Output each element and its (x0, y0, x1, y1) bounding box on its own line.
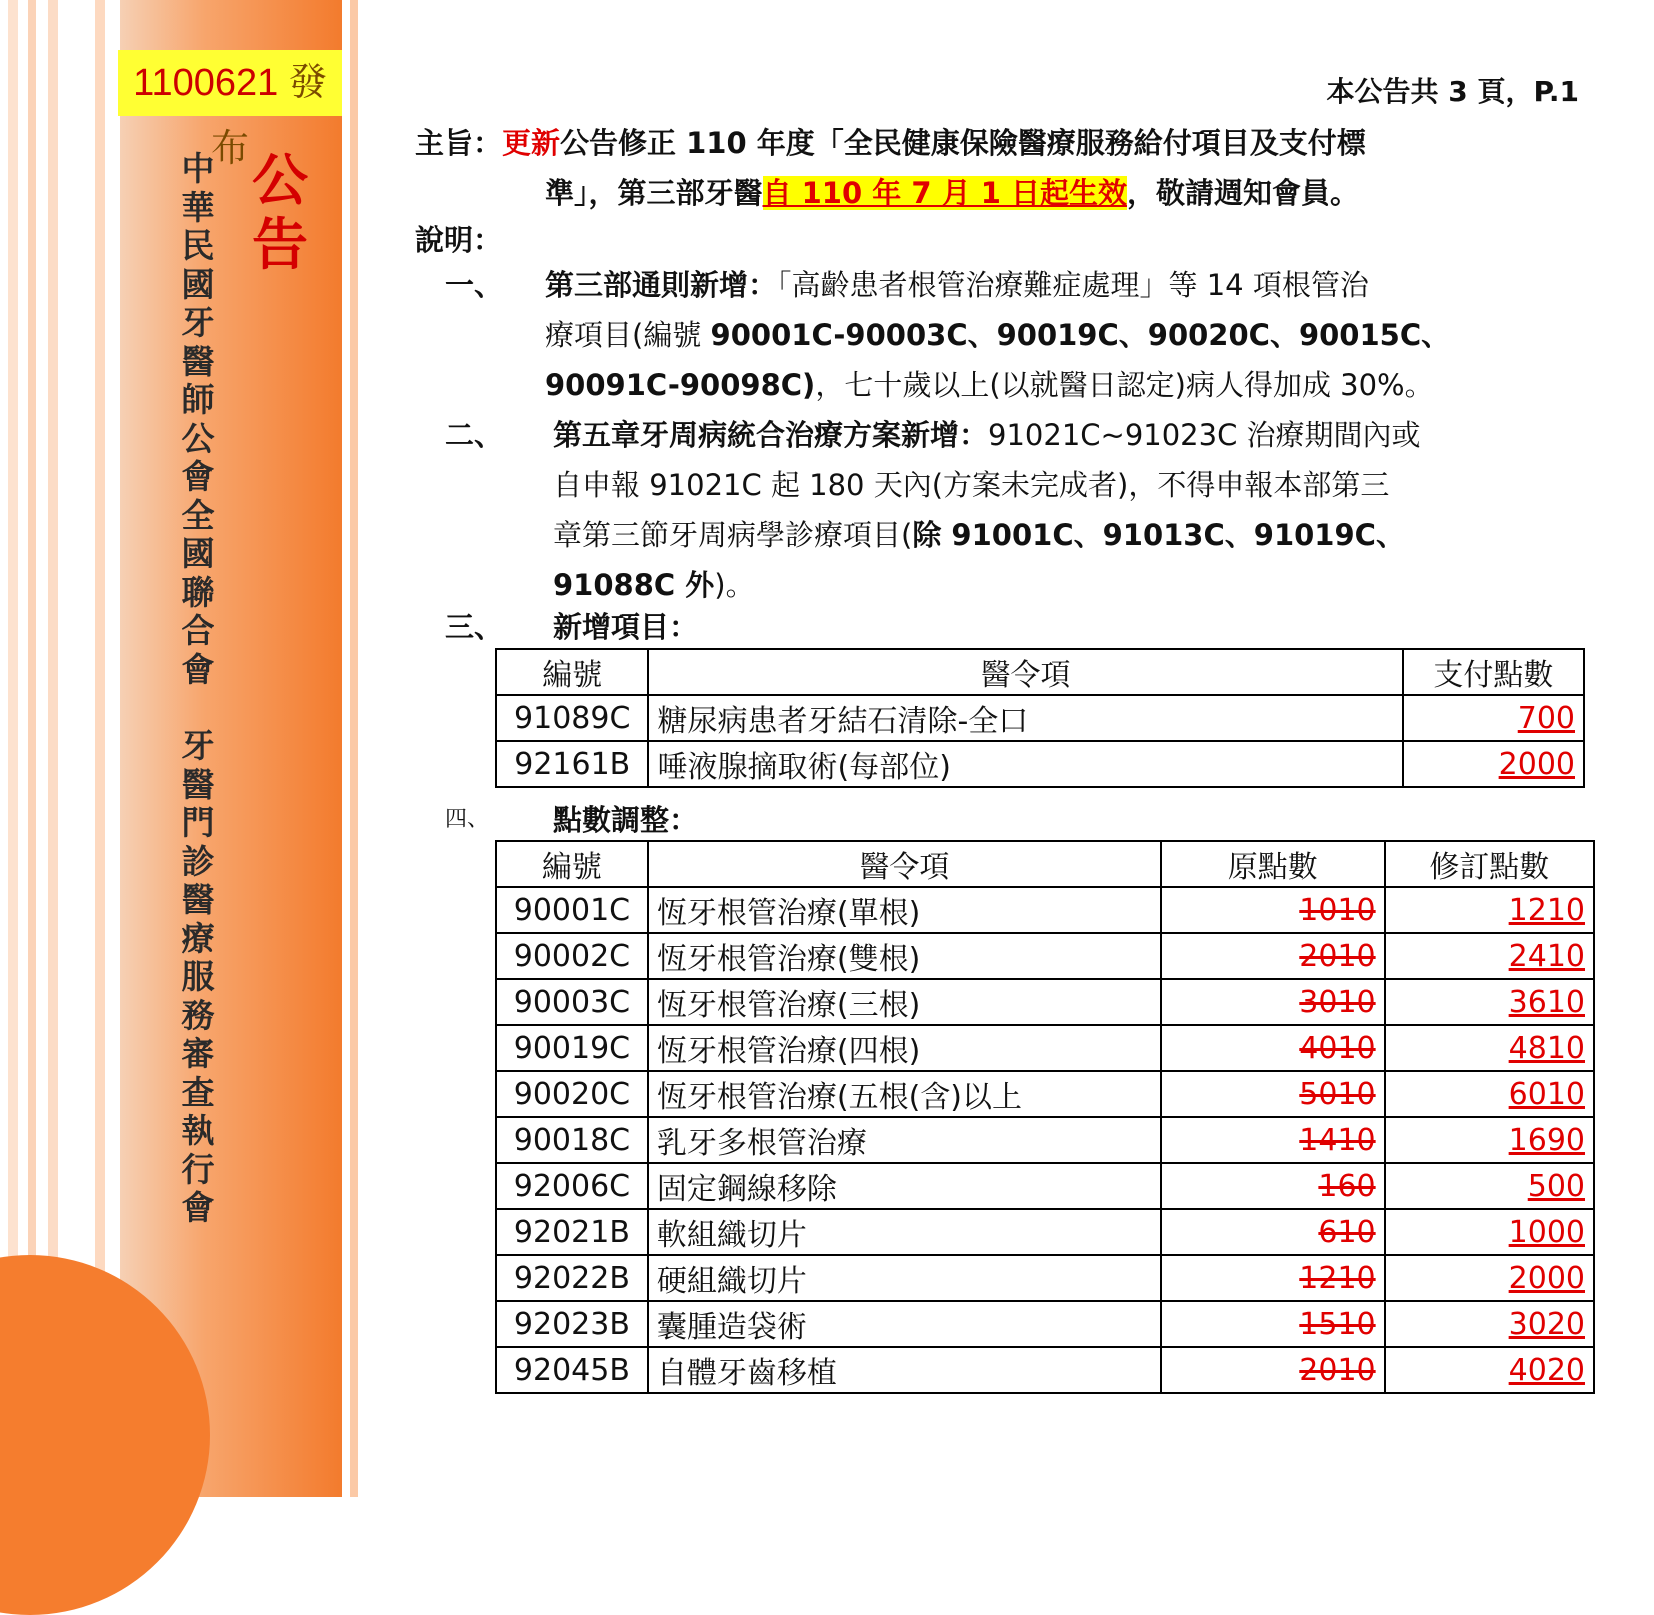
item-text: 療項目(編號 (545, 318, 711, 352)
vertical-char: 聯 (181, 572, 215, 612)
original-points: 2010 (1161, 1347, 1385, 1393)
item-text: 自申報 91021C 起 180 天內(方案未完成者)，不得申報本部第三 (553, 468, 1390, 502)
item-code: 90018C (496, 1117, 648, 1163)
revised-points: 4810 (1385, 1025, 1594, 1071)
vertical-char: 師 (181, 380, 215, 419)
vertical-char: 牙 (181, 303, 215, 342)
table-row (496, 1301, 1594, 1347)
vertical-char: 民 (181, 226, 215, 265)
vertical-char: 會 (181, 1188, 215, 1227)
publish-number: 1100621 (133, 62, 279, 104)
publish-label: 發布 (210, 62, 327, 170)
revised-points: 3610 (1385, 979, 1594, 1025)
revised-points: 4020 (1385, 1347, 1594, 1393)
column-header: 原點數 (1161, 841, 1385, 887)
item-name: 恆牙根管治療(四根) (648, 1025, 1161, 1071)
item-name: 硬組織切片 (648, 1255, 1161, 1301)
effective-date: 自 110 年 7 月 1 日起生效 (762, 176, 1127, 210)
notice-title (250, 150, 310, 278)
vertical-char: 國 (181, 534, 215, 573)
item-heading: 第五章牙周病統合治療方案新增： (553, 418, 989, 452)
new-items-table (495, 648, 1585, 788)
vertical-char: 診 (181, 841, 215, 881)
item-text: )。 (714, 568, 755, 602)
item-code: 90002C (496, 933, 648, 979)
table-row (496, 1209, 1594, 1255)
item-number: 一、 (445, 268, 504, 302)
vertical-char: 門 (181, 803, 215, 842)
vertical-char: 醫 (181, 880, 215, 919)
table-row (496, 1025, 1594, 1071)
subject-update: 更新 (502, 126, 561, 160)
description-label: 說明： (415, 223, 503, 257)
vertical-char: 療 (181, 918, 215, 958)
vertical-char: 醫 (181, 341, 215, 381)
revised-points: 6010 (1385, 1071, 1594, 1117)
original-points: 610 (1161, 1209, 1385, 1255)
item-code: 90001C (496, 887, 648, 933)
revised-points: 500 (1385, 1163, 1594, 1209)
decor-stripe (350, 0, 358, 1497)
page-info: 本公告共 3 頁，P.1 (1326, 75, 1579, 108)
vertical-char: 會 (181, 649, 215, 689)
column-header: 修訂點數 (1385, 841, 1594, 887)
item-codes: 91088C 外 (553, 568, 715, 602)
item-codes: 90001C-90003C、90019C、90020C、90015C、 (710, 318, 1451, 352)
table-row (496, 1071, 1594, 1117)
item-name: 乳牙多根管治療 (648, 1117, 1161, 1163)
subject-text-2: 準」，第三部牙醫 (545, 176, 763, 210)
vertical-char: 華 (181, 187, 215, 227)
table-row (496, 1347, 1594, 1393)
subject-text: 公告修正 110 年度「全民健康保險醫療服務給付項目及支付標 (560, 126, 1366, 160)
item-text: 章第三節牙周病學診療項目( (553, 518, 913, 552)
item-codes: 除 91001C、91013C、91019C、 (912, 518, 1405, 552)
vertical-char: 行 (181, 1149, 215, 1189)
vertical-char: 合 (181, 611, 215, 650)
revised-points: 1690 (1385, 1117, 1594, 1163)
column-header: 支付點數 (1403, 649, 1584, 695)
vertical-char: 審 (181, 1034, 215, 1073)
original-points: 1010 (1161, 887, 1385, 933)
revised-points: 1210 (1385, 887, 1594, 933)
vertical-char: 告 (252, 213, 308, 278)
item-name: 恆牙根管治療(雙根) (648, 933, 1161, 979)
table-row (496, 887, 1594, 933)
vertical-char: 公 (252, 149, 308, 214)
table-row (496, 695, 1584, 741)
item-name: 恆牙根管治療(五根(含)以上 (648, 1071, 1161, 1117)
item-code: 92161B (496, 741, 648, 787)
revised-points: 2000 (1385, 1255, 1594, 1301)
item-name: 自體牙齒移植 (648, 1347, 1161, 1393)
table-row (496, 933, 1594, 979)
original-points: 1510 (1161, 1301, 1385, 1347)
item-text: 「高齡患者根管治療難症處理」等 14 項根管治 (777, 268, 1369, 302)
vertical-char: 醫 (181, 764, 215, 804)
subject-text-3: ，敬請週知會員。 (1126, 176, 1359, 210)
item-code: 90020C (496, 1071, 648, 1117)
table-row (496, 1255, 1594, 1301)
item-code: 92045B (496, 1347, 648, 1393)
table-row (496, 1117, 1594, 1163)
subject-label: 主旨： (415, 126, 503, 160)
vertical-char: 公 (181, 418, 215, 458)
payment-points: 2000 (1403, 741, 1584, 787)
item-number: 三、 (445, 610, 504, 644)
publish-tag (118, 50, 342, 170)
item-code: 92022B (496, 1255, 648, 1301)
item-text: ，七十歲以上(以就醫日認定)病人得加成 30%。 (815, 368, 1434, 402)
column-header: 醫令項 (648, 841, 1161, 887)
item-number: 四、 (445, 807, 490, 832)
original-points: 1410 (1161, 1117, 1385, 1163)
item-text: 91021C~91023C 治療期間內或 (988, 418, 1421, 452)
original-points: 3010 (1161, 979, 1385, 1025)
vertical-char: 務 (181, 995, 215, 1035)
item-code: 92023B (496, 1301, 648, 1347)
item-name: 糖尿病患者牙結石清除-全口 (648, 695, 1402, 741)
vertical-char: 服 (181, 957, 215, 996)
item-code: 90003C (496, 979, 648, 1025)
vertical-char: 全 (181, 495, 215, 535)
column-header: 編號 (496, 649, 648, 695)
organization-name (178, 150, 218, 1228)
subject (415, 118, 1585, 218)
item-codes: 90091C-90098C) (545, 368, 816, 402)
table-row (496, 1163, 1594, 1209)
item-name: 恆牙根管治療(三根) (648, 979, 1161, 1025)
item-name: 唾液腺摘取術(每部位) (648, 741, 1402, 787)
item-code: 92006C (496, 1163, 648, 1209)
points-adjust-table (495, 840, 1595, 1394)
item-heading: 第三部通則新增： (545, 268, 778, 302)
original-points: 160 (1161, 1163, 1385, 1209)
original-points: 1210 (1161, 1255, 1385, 1301)
vertical-char: 執 (181, 1111, 215, 1150)
revised-points: 2410 (1385, 933, 1594, 979)
item-name: 軟組織切片 (648, 1209, 1161, 1255)
payment-points: 700 (1403, 695, 1584, 741)
original-points: 2010 (1161, 933, 1385, 979)
vertical-char: 會 (181, 457, 215, 496)
vertical-char: 查 (181, 1072, 215, 1112)
item-name: 固定鋼線移除 (648, 1163, 1161, 1209)
table-row (496, 741, 1584, 787)
item-code: 92021B (496, 1209, 648, 1255)
item-number: 二、 (445, 418, 504, 452)
vertical-char: 國 (181, 264, 215, 304)
revised-points: 3020 (1385, 1301, 1594, 1347)
revised-points: 1000 (1385, 1209, 1594, 1255)
item-code: 90019C (496, 1025, 648, 1071)
item-code: 91089C (496, 695, 648, 741)
column-header: 醫令項 (648, 649, 1402, 695)
column-header: 編號 (496, 841, 648, 887)
vertical-char: 牙 (181, 726, 215, 765)
original-points: 5010 (1161, 1071, 1385, 1117)
item-name: 囊腫造袋術 (648, 1301, 1161, 1347)
table-row (496, 979, 1594, 1025)
vertical-char: 中 (181, 149, 215, 188)
item-heading: 新增項目： (553, 610, 699, 644)
original-points: 4010 (1161, 1025, 1385, 1071)
item-name: 恆牙根管治療(單根) (648, 887, 1161, 933)
item-heading: 點數調整： (553, 803, 699, 837)
